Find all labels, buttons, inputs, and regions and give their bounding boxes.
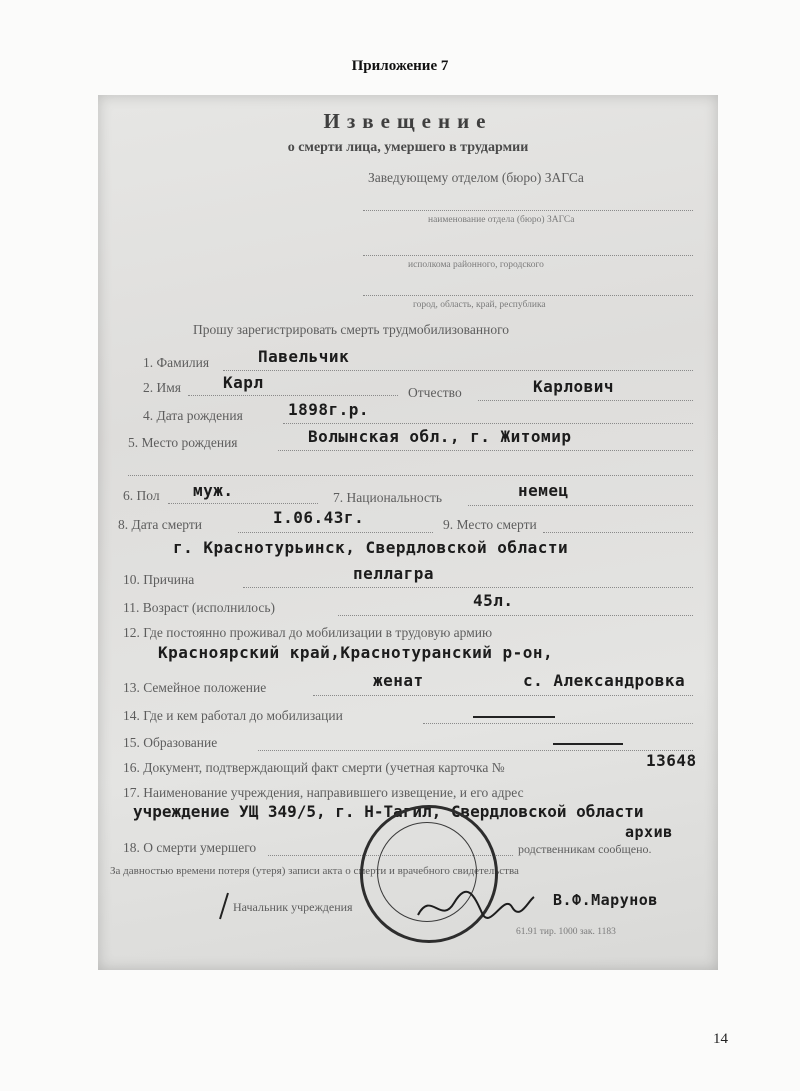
footer-code: 61.91 тир. 1000 зак. 1183 (516, 927, 616, 937)
label-cause: 10. Причина (123, 572, 195, 587)
value-birth-date: 1898г.р. (288, 400, 370, 419)
label-birth-date: 4. Дата рождения (143, 408, 243, 423)
label-age: 11. Возраст (исполнилось) (123, 600, 276, 615)
label-residence: 12. Где постоянно проживал до мобилизации в трудовую армию (123, 625, 493, 640)
rule (338, 615, 693, 616)
caption-region: город, область, край, республика (413, 300, 546, 310)
caption-executive: исполкома районного, городского (408, 260, 544, 270)
value-residence-line1: Красноярский край,Краснотуранский р-он, (158, 643, 554, 662)
value-age: 45л. (473, 591, 514, 610)
label-marital: 13. Семейное положение (123, 680, 267, 695)
appendix-label: Приложение 7 (351, 58, 449, 74)
form-title: Извещение (323, 109, 493, 133)
value-surname: Павельчик (258, 347, 350, 366)
rule (188, 395, 398, 396)
value-signatory: В.Ф.Марунов (553, 891, 658, 909)
value-sex: муж. (193, 481, 234, 500)
notified-tail: родственникам сообщено. (518, 842, 652, 856)
rule (223, 370, 693, 371)
dash-workplace (473, 716, 555, 718)
page-number: 14 (713, 1031, 728, 1047)
value-death-place: г. Краснотурьинск, Свердловской области (173, 538, 569, 557)
value-birth-place: Волынская обл., г. Житомир (308, 427, 572, 446)
rule (478, 400, 693, 401)
handwritten-signature (416, 885, 536, 925)
value-archive: архив (625, 823, 673, 841)
rule (283, 423, 693, 424)
request-text: Прошу зарегистрировать смерть трудмобилизованного (193, 322, 510, 337)
value-cause: пеллагра (353, 564, 435, 583)
value-record-number: 13648 (646, 751, 697, 770)
label-patronymic: Отчество (408, 385, 462, 400)
value-patronymic: Карлович (533, 377, 615, 396)
form-subtitle: о смерти лица, умершего в трудармии (287, 140, 529, 155)
label-workplace: 14. Где и кем работал до мобилизации (123, 708, 343, 723)
pen-stroke-mark (216, 891, 232, 921)
value-institution: учреждение УЩ 349/5, г. Н-Тагил, Свердловской области (133, 802, 644, 821)
rule (423, 723, 693, 724)
label-document: 16. Документ, подтверждающий факт смерти (учетная карточка № (123, 760, 505, 775)
label-death-date: 8. Дата смерти (118, 517, 203, 532)
label-nationality: 7. Национальность (333, 490, 443, 505)
value-residence-line2: с. Александровка (523, 671, 686, 690)
value-marital: женат (373, 671, 424, 690)
rule (238, 532, 433, 533)
label-institution: 17. Наименование учреждения, направившего извещение, и его адрес (123, 785, 524, 800)
rule (363, 295, 693, 296)
loss-note: За давностью времени потеря (утеря) записи акта о смерти и врачебного свидетельства (110, 865, 519, 877)
death-notice-document (98, 95, 718, 970)
rule (278, 450, 693, 451)
caption-office: наименование отдела (бюро) ЗАГСа (428, 215, 575, 225)
rule (258, 750, 693, 751)
rule (543, 532, 693, 533)
value-name: Карл (223, 373, 264, 392)
label-signature: Начальник учреждения (233, 900, 353, 914)
rule (168, 503, 318, 504)
rule (313, 695, 693, 696)
label-surname: 1. Фамилия (143, 355, 210, 370)
label-death-notified: 18. О смерти умершего (123, 840, 257, 855)
label-birth-place: 5. Место рождения (128, 435, 238, 450)
dash-education (553, 743, 623, 745)
rule (363, 255, 693, 256)
label-name: 2. Имя (143, 380, 182, 395)
rule (468, 505, 693, 506)
rule (363, 210, 693, 211)
label-death-place: 9. Место смерти (443, 517, 537, 532)
label-sex: 6. Пол (123, 488, 160, 503)
label-education: 15. Образование (123, 735, 218, 750)
rule (243, 587, 693, 588)
value-death-date: I.06.43г. (273, 508, 365, 527)
value-nationality: немец (518, 481, 569, 500)
rule (128, 475, 693, 476)
addressee: Заведующему отделом (бюро) ЗАГСа (368, 170, 584, 185)
